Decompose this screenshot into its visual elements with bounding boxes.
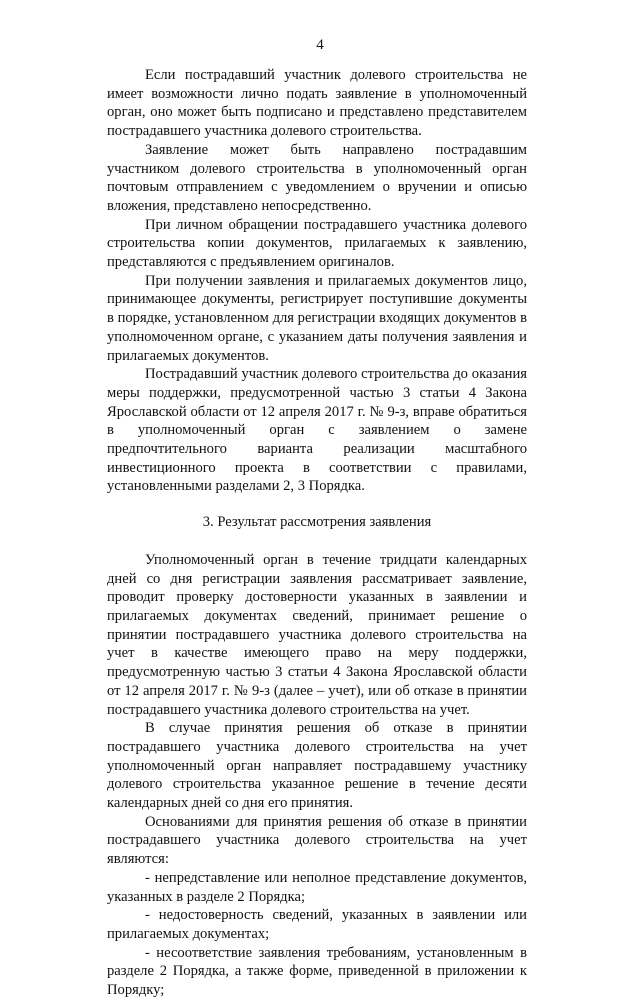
paragraph: Пострадавший участник долевого строительства до оказания меры поддержки, предусмотренной частью 3 статьи 4 Закона Ярославской области от 12 апреля 2017 г. № 9-з, вправе обратиться в уполномоченный орган с заявлением о замене предпочтительного варианта реализации масштабного инвестиционного проекта в соответствии с правилами, установленными разделами 2, 3 Порядка.	[107, 366, 527, 495]
paragraph: В случае принятия решения об отказе в принятии пострадавшего участника долевого строительства на учет уполномоченный орган направляет пострадавшему участнику долевого строительства указанное решение в течение десяти календарных дней со дня его принятия.	[107, 720, 527, 812]
paragraph: Основаниями для принятия решения об отказе в принятии пострадавшего участника долевого строительства на учет являются:	[107, 813, 527, 868]
paragraph: При получении заявления и прилагаемых документов лицо, принимающее документы, регистрирует поступившие документы в порядке, установленном для регистрации входящих документов в уполномоченном органе, с указанием даты получения заявления и прилагаемых документов.	[107, 272, 527, 364]
list-item: - несоответствие заявления требованиям, установленным в разделе 2 Порядка, а также форме, приведенной в приложении к Порядку;	[107, 944, 527, 999]
paragraph: Если пострадавший участник долевого строительства не имеет возможности лично подать заявление в уполномоченный орган, оно может быть подписано и представлено представителем пострадавшего участника долевого строительства.	[107, 67, 527, 140]
page-number: 4	[316, 37, 324, 53]
list-item: - непредставление или неполное представление документов, указанных в разделе 2 Порядка;	[107, 869, 527, 905]
paragraph: Заявление может быть направлено пострадавшим участником долевого строительства в уполномоченный орган почтовым отправлением с уведомлением о вручении и описью вложения, представлено непосредственно.	[107, 141, 527, 214]
list-item: - недостоверность сведений, указанных в заявлении или прилагаемых документах;	[107, 907, 527, 942]
section-heading: 3. Результат рассмотрения заявления	[202, 514, 432, 531]
paragraph: При личном обращении пострадавшего участника долевого строительства копии документов, прилагаемых к заявлению, представляются с предъявлением оригиналов.	[107, 216, 527, 271]
document-body	[107, 66, 527, 1000]
paragraph: Уполномоченный орган в течение тридцати календарных дней со дня регистрации заявления рассматривает заявление, проводит проверку достоверности указанных в заявлении и прилагаемых документах сведений, принимает решение о принятии пострадавшего участника долевого строительства на учет в качестве имеющего право на меру поддержки, предусмотренную частью 3 статьи 4 Закона Ярославской области от 12 апреля 2017 г. № 9-з (далее – учет), или об отказе в принятии пострадавшего участника долевого строительства на учет.	[107, 551, 527, 718]
